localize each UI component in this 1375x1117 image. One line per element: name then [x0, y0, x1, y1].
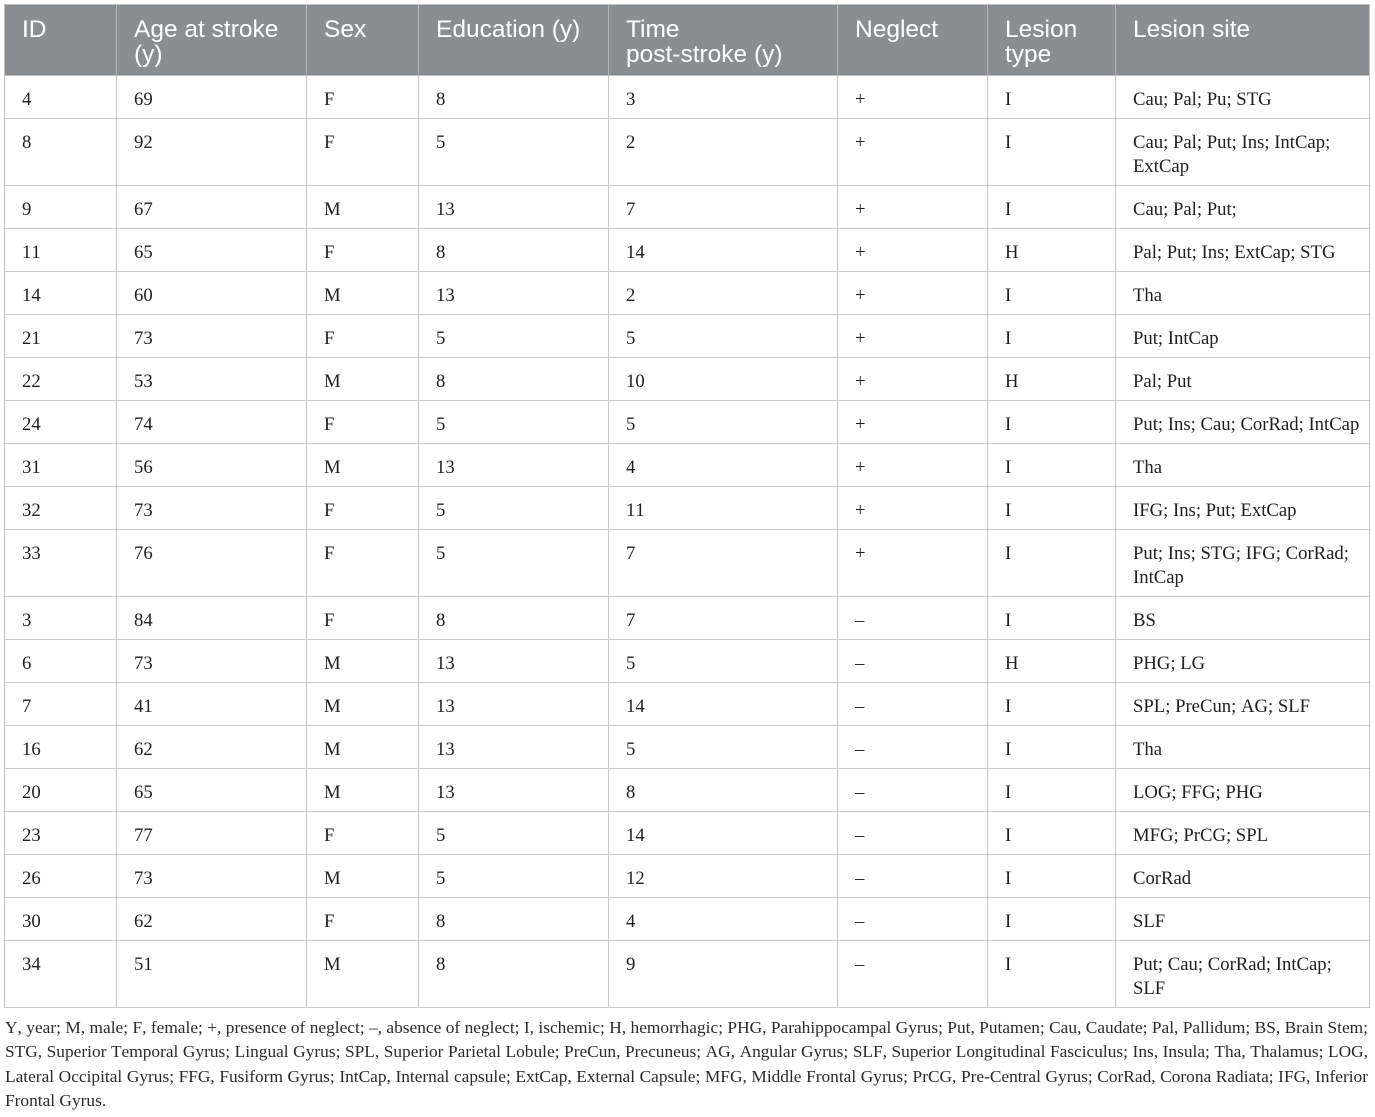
- cell-sex: F: [307, 898, 419, 941]
- cell-lesion-type: I: [988, 315, 1116, 358]
- cell-time-post-stroke: 5: [609, 401, 838, 444]
- cell-neglect: –: [838, 941, 988, 1008]
- table-row: [5, 726, 1370, 769]
- cell-age: 65: [117, 229, 307, 272]
- cell-age: 73: [117, 487, 307, 530]
- cell-time-post-stroke: 5: [609, 726, 838, 769]
- cell-id: 14: [5, 272, 117, 315]
- cell-id: 3: [5, 597, 117, 640]
- cell-lesion-site: Pal; Put: [1116, 358, 1370, 401]
- cell-age: 62: [117, 898, 307, 941]
- cell-neglect: +: [838, 76, 988, 119]
- cell-sex: F: [307, 315, 419, 358]
- cell-education: 5: [419, 487, 609, 530]
- cell-lesion-type: H: [988, 640, 1116, 683]
- cell-sex: M: [307, 726, 419, 769]
- cell-id: 22: [5, 358, 117, 401]
- cell-age: 69: [117, 76, 307, 119]
- cell-sex: F: [307, 76, 419, 119]
- cell-sex: M: [307, 186, 419, 229]
- cell-time-post-stroke: 7: [609, 597, 838, 640]
- cell-id: 4: [5, 76, 117, 119]
- cell-lesion-site: BS: [1116, 597, 1370, 640]
- cell-lesion-site: Pal; Put; Ins; ExtCap; STG: [1116, 229, 1370, 272]
- cell-education: 5: [419, 812, 609, 855]
- cell-lesion-type: I: [988, 597, 1116, 640]
- cell-neglect: –: [838, 855, 988, 898]
- cell-id: 30: [5, 898, 117, 941]
- cell-id: 21: [5, 315, 117, 358]
- cell-education: 13: [419, 726, 609, 769]
- cell-id: 16: [5, 726, 117, 769]
- cell-id: 31: [5, 444, 117, 487]
- cell-lesion-type: I: [988, 726, 1116, 769]
- cell-time-post-stroke: 7: [609, 186, 838, 229]
- cell-education: 8: [419, 229, 609, 272]
- cell-lesion-site: Cau; Pal; Put; Ins; IntCap; ExtCap: [1116, 119, 1370, 186]
- table-row: [5, 487, 1370, 530]
- cell-lesion-type: I: [988, 186, 1116, 229]
- table-row: [5, 855, 1370, 898]
- cell-sex: F: [307, 812, 419, 855]
- cell-id: 8: [5, 119, 117, 186]
- cell-neglect: –: [838, 640, 988, 683]
- table-row: [5, 597, 1370, 640]
- cell-neglect: –: [838, 812, 988, 855]
- cell-age: 73: [117, 315, 307, 358]
- cell-lesion-site: SPL; PreCun; AG; SLF: [1116, 683, 1370, 726]
- cell-lesion-type: I: [988, 769, 1116, 812]
- table-row: [5, 272, 1370, 315]
- cell-lesion-type: I: [988, 855, 1116, 898]
- table-row: [5, 444, 1370, 487]
- cell-neglect: +: [838, 530, 988, 597]
- cell-time-post-stroke: 11: [609, 487, 838, 530]
- cell-neglect: +: [838, 119, 988, 186]
- table-row: [5, 530, 1370, 597]
- cell-education: 13: [419, 272, 609, 315]
- cell-education: 13: [419, 683, 609, 726]
- cell-education: 5: [419, 855, 609, 898]
- cell-lesion-type: I: [988, 812, 1116, 855]
- cell-time-post-stroke: 14: [609, 229, 838, 272]
- cell-time-post-stroke: 4: [609, 444, 838, 487]
- column-header-education: Education (y): [419, 5, 609, 76]
- table-row: [5, 76, 1370, 119]
- cell-education: 13: [419, 444, 609, 487]
- cell-age: 60: [117, 272, 307, 315]
- cell-id: 11: [5, 229, 117, 272]
- cell-sex: F: [307, 229, 419, 272]
- cell-time-post-stroke: 3: [609, 76, 838, 119]
- cell-education: 13: [419, 769, 609, 812]
- cell-time-post-stroke: 8: [609, 769, 838, 812]
- cell-time-post-stroke: 10: [609, 358, 838, 401]
- table-row: [5, 683, 1370, 726]
- cell-age: 73: [117, 640, 307, 683]
- cell-lesion-site: MFG; PrCG; SPL: [1116, 812, 1370, 855]
- cell-neglect: +: [838, 444, 988, 487]
- cell-lesion-type: I: [988, 683, 1116, 726]
- cell-neglect: –: [838, 769, 988, 812]
- cell-neglect: +: [838, 272, 988, 315]
- cell-lesion-site: LOG; FFG; PHG: [1116, 769, 1370, 812]
- cell-time-post-stroke: 9: [609, 941, 838, 1008]
- cell-id: 33: [5, 530, 117, 597]
- cell-time-post-stroke: 14: [609, 683, 838, 726]
- cell-lesion-site: Tha: [1116, 726, 1370, 769]
- cell-age: 84: [117, 597, 307, 640]
- column-header-lesion-site: Lesion site: [1116, 5, 1370, 76]
- cell-time-post-stroke: 5: [609, 640, 838, 683]
- table-row: [5, 119, 1370, 186]
- cell-age: 77: [117, 812, 307, 855]
- cell-age: 65: [117, 769, 307, 812]
- table-row: [5, 358, 1370, 401]
- cell-lesion-type: I: [988, 119, 1116, 186]
- column-header-id: ID: [5, 5, 117, 76]
- table-row: [5, 315, 1370, 358]
- table-row: [5, 769, 1370, 812]
- cell-time-post-stroke: 4: [609, 898, 838, 941]
- cell-lesion-type: I: [988, 898, 1116, 941]
- column-header-time-post-stroke: Time post-stroke (y): [609, 5, 838, 76]
- cell-lesion-type: I: [988, 530, 1116, 597]
- cell-lesion-site: Cau; Pal; Pu; STG: [1116, 76, 1370, 119]
- cell-neglect: +: [838, 487, 988, 530]
- cell-sex: F: [307, 487, 419, 530]
- cell-time-post-stroke: 12: [609, 855, 838, 898]
- cell-lesion-site: SLF: [1116, 898, 1370, 941]
- cell-id: 6: [5, 640, 117, 683]
- patient-table: [4, 4, 1370, 1008]
- cell-lesion-type: I: [988, 272, 1116, 315]
- table-row: [5, 640, 1370, 683]
- cell-lesion-type: I: [988, 444, 1116, 487]
- cell-lesion-type: H: [988, 229, 1116, 272]
- cell-time-post-stroke: 2: [609, 272, 838, 315]
- cell-neglect: +: [838, 229, 988, 272]
- cell-education: 13: [419, 640, 609, 683]
- cell-lesion-type: I: [988, 487, 1116, 530]
- cell-sex: M: [307, 855, 419, 898]
- table-row: [5, 401, 1370, 444]
- cell-sex: F: [307, 530, 419, 597]
- cell-sex: M: [307, 640, 419, 683]
- table-footnote: Y, year; M, male; F, female; +, presence of neglect; –, absence of neglect; I, ischemic; H, hemorrhagic; PHG, Parahippocampal Gyrus; Put, Putamen; Cau, Caudate; Pal, Pallidum; BS, Brain Stem; STG, Superior Temporal Gyrus; Lingual Gyrus; SPL, Superior Parietal Lobule; PreCun, Precuneus; AG, Angular Gyrus; SLF, Superior Longitudinal Fasciculus; Ins, Insula; Tha, Thalamus; LOG, Lateral Occipital Gyrus; FFG, Fusiform Gyrus; IntCap, Internal capsule; ExtCap, External Capsule; MFG, Middle Frontal Gyrus; PrCG, Pre-Central Gyrus; CorRad, Corona Radiata; IFG, Inferior Frontal Gyrus.: [5, 1018, 1368, 1110]
- cell-id: 9: [5, 186, 117, 229]
- cell-education: 8: [419, 941, 609, 1008]
- cell-age: 41: [117, 683, 307, 726]
- cell-id: 20: [5, 769, 117, 812]
- cell-lesion-site: IFG; Ins; Put; ExtCap: [1116, 487, 1370, 530]
- table-row: [5, 898, 1370, 941]
- cell-neglect: –: [838, 683, 988, 726]
- cell-lesion-type: I: [988, 76, 1116, 119]
- cell-id: 24: [5, 401, 117, 444]
- cell-lesion-type: H: [988, 358, 1116, 401]
- cell-education: 8: [419, 597, 609, 640]
- cell-time-post-stroke: 7: [609, 530, 838, 597]
- table-header-row: [5, 5, 1370, 76]
- cell-education: 5: [419, 315, 609, 358]
- cell-id: 34: [5, 941, 117, 1008]
- cell-id: 23: [5, 812, 117, 855]
- cell-education: 5: [419, 119, 609, 186]
- cell-neglect: +: [838, 315, 988, 358]
- cell-id: 26: [5, 855, 117, 898]
- cell-lesion-site: Put; Cau; CorRad; IntCap; SLF: [1116, 941, 1370, 1008]
- cell-neglect: +: [838, 358, 988, 401]
- cell-lesion-site: PHG; LG: [1116, 640, 1370, 683]
- table-row: [5, 186, 1370, 229]
- cell-sex: F: [307, 119, 419, 186]
- cell-age: 73: [117, 855, 307, 898]
- cell-id: 32: [5, 487, 117, 530]
- cell-sex: F: [307, 597, 419, 640]
- table-row: [5, 941, 1370, 1008]
- cell-lesion-type: I: [988, 401, 1116, 444]
- cell-age: 53: [117, 358, 307, 401]
- cell-lesion-site: Tha: [1116, 444, 1370, 487]
- cell-lesion-site: CorRad: [1116, 855, 1370, 898]
- column-header-neglect: Neglect: [838, 5, 988, 76]
- cell-sex: M: [307, 941, 419, 1008]
- cell-sex: M: [307, 444, 419, 487]
- cell-lesion-site: Put; IntCap: [1116, 315, 1370, 358]
- cell-lesion-site: Put; Ins; STG; IFG; CorRad; IntCap: [1116, 530, 1370, 597]
- cell-time-post-stroke: 14: [609, 812, 838, 855]
- cell-neglect: –: [838, 898, 988, 941]
- cell-neglect: +: [838, 186, 988, 229]
- cell-sex: M: [307, 272, 419, 315]
- cell-education: 5: [419, 401, 609, 444]
- cell-education: 5: [419, 530, 609, 597]
- cell-age: 67: [117, 186, 307, 229]
- cell-sex: M: [307, 358, 419, 401]
- table-row: [5, 812, 1370, 855]
- cell-sex: M: [307, 769, 419, 812]
- cell-age: 74: [117, 401, 307, 444]
- cell-education: 8: [419, 358, 609, 401]
- cell-age: 76: [117, 530, 307, 597]
- cell-lesion-site: Cau; Pal; Put;: [1116, 186, 1370, 229]
- cell-time-post-stroke: 5: [609, 315, 838, 358]
- cell-lesion-type: I: [988, 941, 1116, 1008]
- table-row: [5, 229, 1370, 272]
- cell-lesion-site: Put; Ins; Cau; CorRad; IntCap: [1116, 401, 1370, 444]
- cell-age: 56: [117, 444, 307, 487]
- cell-time-post-stroke: 2: [609, 119, 838, 186]
- cell-age: 92: [117, 119, 307, 186]
- cell-education: 8: [419, 76, 609, 119]
- cell-id: 7: [5, 683, 117, 726]
- cell-education: 13: [419, 186, 609, 229]
- cell-education: 8: [419, 898, 609, 941]
- cell-neglect: –: [838, 597, 988, 640]
- column-header-lesion-type: Lesion type: [988, 5, 1116, 76]
- cell-sex: F: [307, 401, 419, 444]
- cell-lesion-site: Tha: [1116, 272, 1370, 315]
- cell-sex: M: [307, 683, 419, 726]
- cell-age: 51: [117, 941, 307, 1008]
- cell-neglect: +: [838, 401, 988, 444]
- column-header-age: Age at stroke (y): [117, 5, 307, 76]
- column-header-sex: Sex: [307, 5, 419, 76]
- cell-neglect: –: [838, 726, 988, 769]
- cell-age: 62: [117, 726, 307, 769]
